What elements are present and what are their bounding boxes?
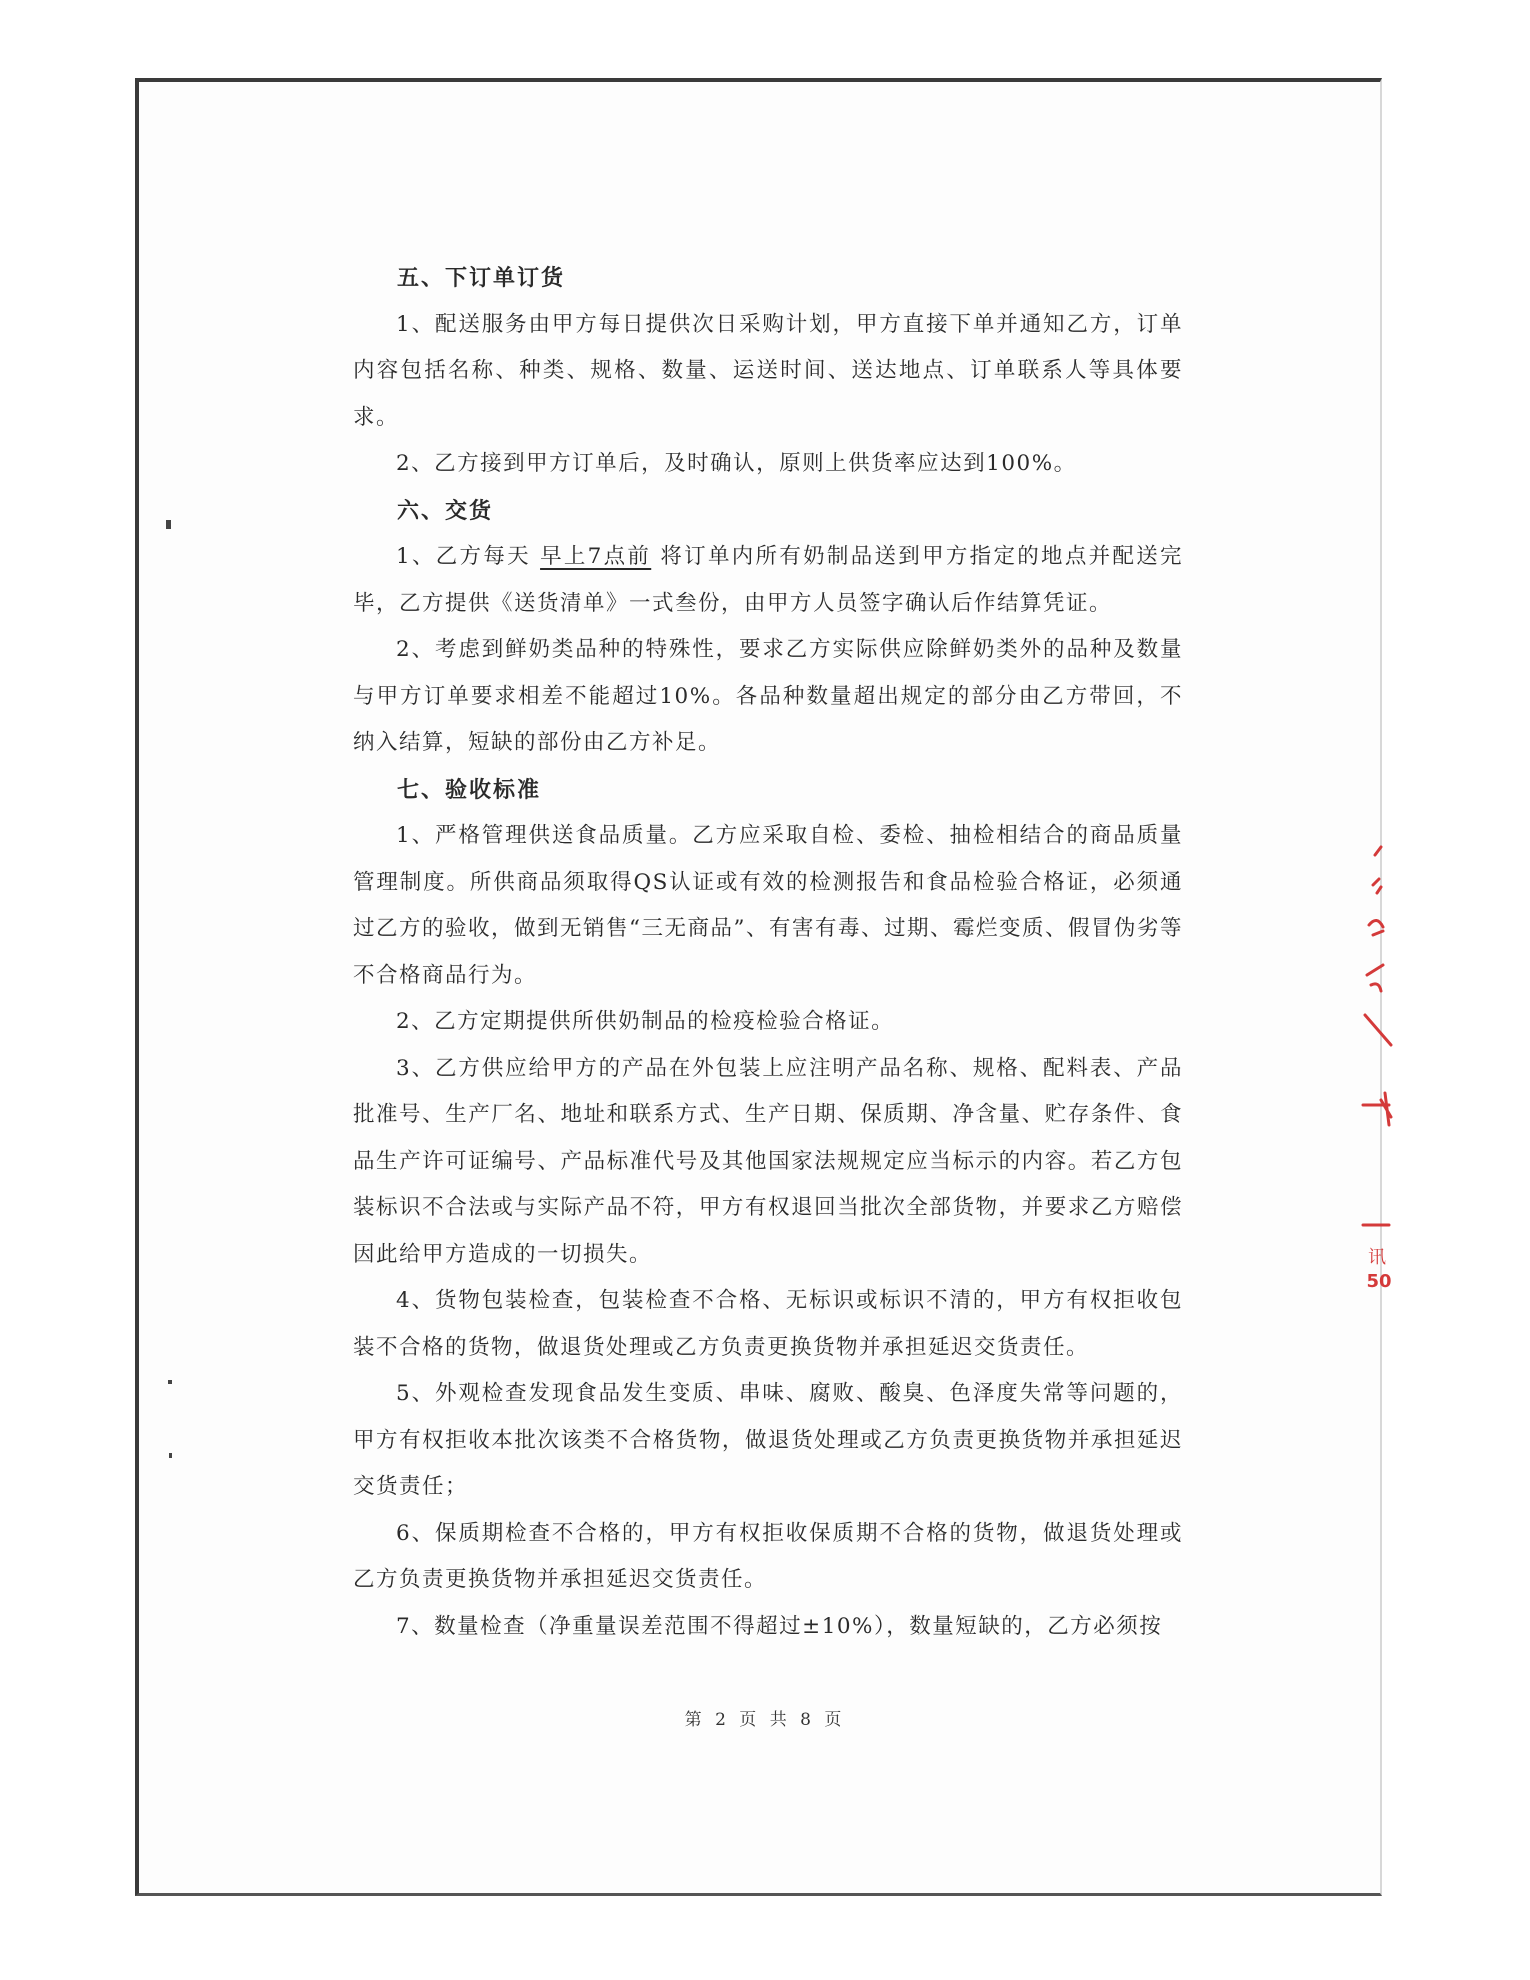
filled-blank: 早上7点前 — [540, 544, 652, 569]
paragraph: 4、货物包装检查，包装检查不合格、无标识或标识不清的，甲方有权拒收包装不合格的货物，做退货处理或乙方负责更换货物并承担延迟交货责任。 — [353, 1288, 1183, 1360]
scan-speck — [169, 1453, 172, 1458]
svg-text:50: 50 — [1366, 1271, 1392, 1292]
section-heading-7: 七、验收标准 — [397, 776, 542, 803]
paragraph: 2、乙方接到甲方订单后，及时确认，原则上供货率应达到100%。 — [396, 451, 1077, 476]
section-heading-6: 六、交货 — [397, 497, 494, 524]
svg-text:讯: 讯 — [1368, 1247, 1386, 1268]
paragraph: 6、保质期检查不合格的，甲方有权拒收保质期不合格的货物，做退货处理或乙方负责更换货物并承担延迟交货责任。 — [353, 1520, 1183, 1592]
paragraph: 2、乙方定期提供所供奶制品的检疫检验合格证。 — [396, 1009, 895, 1034]
section-heading-5: 五、下订单订货 — [397, 265, 566, 291]
paragraph: 7、数量检查（净重量误差范围不得超过±10%），数量短缺的，乙方必须按 — [396, 1613, 1163, 1639]
paragraph: 3、乙方供应给甲方的产品在外包装上应注明产品名称、规格、配料表、产品批准号、生产厂名、地址和联系方式、生产日期、保质期、净含量、贮存条件、食品生产许可证编号、产品标准代号及其他国家法规规定应当标示的内容。若乙方包装标识不合法或与实际产品不符，甲方有权退回当批次全部货物，并要求乙方赔偿因此给甲方造成的一切损失。 — [353, 1055, 1183, 1267]
document-body — [353, 255, 1183, 1650]
paragraph: 1、配送服务由甲方每日提供次日采购计划，甲方直接下单并通知乙方，订单内容包括名称、种类、规格、数量、运送时间、送达地点、订单联系人等具体要求。 — [353, 311, 1183, 430]
page-number: 第 2 页 共 8 页 — [684, 1710, 846, 1730]
paragraph: 2、考虑到鲜奶类品种的特殊性，要求乙方实际供应除鲜奶类外的品种及数量与甲方订单要求相差不能超过10%。各品种数量超出规定的部分由乙方带回，不纳入结算，短缺的部份由乙方补足。 — [353, 637, 1183, 755]
seal-stamp-fragment — [1355, 835, 1405, 1355]
fill-suffix: 将订单内所有奶制品送到甲方指定的地点并配送完毕，乙方提供《送货清单》一式叁份，由甲方人员签字确认后作结算凭证。 — [353, 544, 1183, 616]
paragraph: 1、严格管理供送食品质量。乙方应采取自检、委检、抽检相结合的商品质量管理制度。所供商品须取得QS认证或有效的检测报告和食品检验合格证，必须通过乙方的验收，做到无销售“三无商品”、有害有毒、过期、霉烂变质、假冒伪劣等不合格商品行为。 — [353, 823, 1183, 988]
paragraph: 5、外观检查发现食品发生变质、串味、腐败、酸臭、色泽度失常等问题的，甲方有权拒收本批次该类不合格货物，做退货处理或乙方负责更换货物并承担延迟交货责任； — [353, 1381, 1183, 1499]
scan-speck — [168, 1380, 172, 1384]
scan-speck — [166, 520, 171, 529]
fill-prefix: 1、乙方每天 — [396, 544, 531, 569]
paragraph-with-fill — [353, 534, 1183, 627]
